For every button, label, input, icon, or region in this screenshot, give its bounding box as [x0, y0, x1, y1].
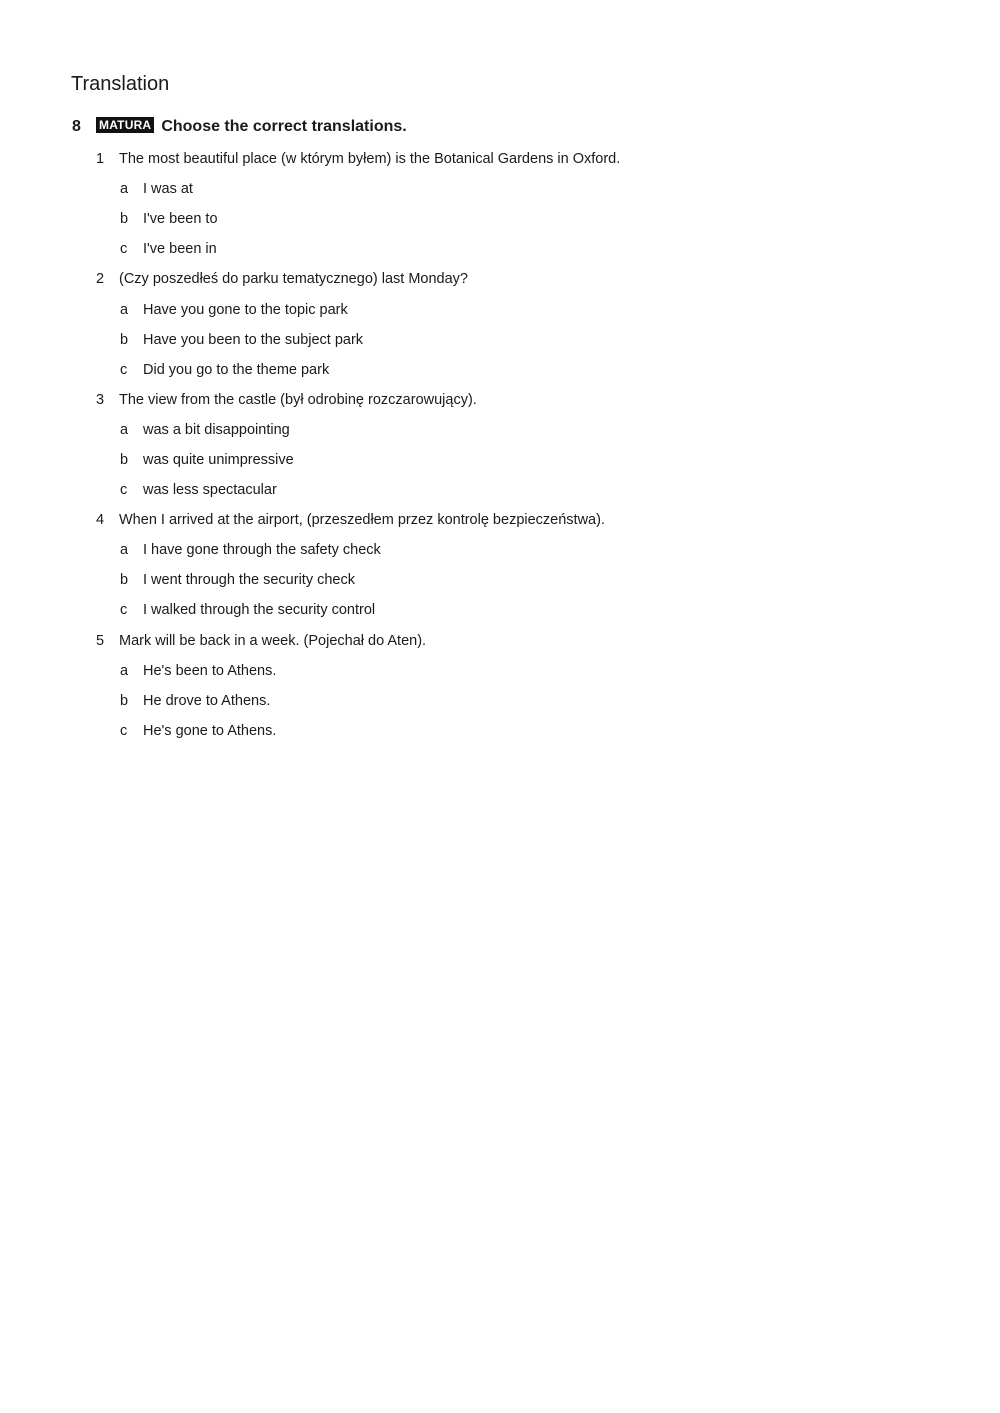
option-letter: b — [120, 331, 129, 348]
option-text: He drove to Athens. — [143, 692, 271, 709]
question-5 — [96, 626, 956, 656]
option-letter: c — [120, 722, 128, 739]
question-2-option-a[interactable] — [96, 294, 956, 324]
option-text: I've been to — [143, 211, 218, 228]
question-1-option-b[interactable] — [96, 204, 956, 234]
question-1-option-a[interactable] — [96, 174, 956, 204]
option-text: was quite unimpressive — [143, 451, 294, 468]
option-text: Have you been to the subject park — [143, 331, 364, 348]
question-text: The view from the castle (był odrobinę rozczarowujący). — [119, 391, 477, 408]
option-letter: a — [120, 181, 129, 198]
option-letter: a — [120, 542, 129, 559]
option-letter: c — [120, 482, 128, 499]
question-number: 5 — [96, 632, 105, 649]
question-number: 1 — [96, 151, 105, 168]
question-4-option-c[interactable] — [96, 595, 956, 625]
question-number: 3 — [96, 391, 105, 408]
question-text: When I arrived at the airport, (przeszedłem przez kontrolę bezpieczeństwa). — [119, 512, 605, 529]
option-letter: c — [120, 241, 128, 258]
question-text: (Czy poszedłeś do parku tematycznego) last Monday? — [119, 271, 468, 288]
option-text: I've been in — [143, 241, 217, 258]
option-text: He's gone to Athens. — [143, 722, 277, 739]
option-text: He's been to Athens. — [143, 662, 277, 679]
question-2 — [96, 264, 956, 294]
option-text: I have gone through the safety check — [143, 542, 381, 559]
question-4 — [96, 505, 956, 535]
option-letter: a — [120, 662, 129, 679]
section-title: Translation — [71, 73, 170, 95]
option-letter: a — [120, 301, 129, 318]
question-number: 2 — [96, 271, 105, 288]
question-2-option-c[interactable] — [96, 355, 956, 385]
question-5-option-a[interactable] — [96, 656, 956, 686]
option-letter: b — [120, 211, 129, 228]
option-letter: c — [120, 602, 128, 619]
option-text: Have you gone to the topic park — [143, 301, 348, 318]
option-text: I walked through the security control — [143, 602, 376, 619]
question-1 — [96, 144, 956, 174]
option-text: was less spectacular — [143, 482, 277, 499]
option-letter: a — [120, 421, 129, 438]
question-text: Mark will be back in a week. (Pojechał do Aten). — [119, 632, 427, 649]
question-3-option-c[interactable] — [96, 475, 956, 505]
option-text: I was at — [143, 181, 193, 198]
question-1-option-c[interactable] — [96, 234, 956, 264]
question-5-option-b[interactable] — [96, 686, 956, 716]
question-3 — [96, 385, 956, 415]
question-5-option-c[interactable] — [96, 716, 956, 746]
question-list — [96, 144, 956, 746]
option-letter: b — [120, 451, 129, 468]
question-4-option-b[interactable] — [96, 565, 956, 595]
question-text: The most beautiful place (w którym byłem) is the Botanical Gardens in Oxford. — [119, 151, 621, 168]
exercise-header — [72, 116, 407, 138]
option-text: Did you go to the theme park — [143, 361, 330, 378]
question-number: 4 — [96, 512, 105, 529]
option-text: I went through the security check — [143, 572, 355, 589]
question-2-option-b[interactable] — [96, 325, 956, 355]
option-letter: b — [120, 572, 129, 589]
question-3-option-b[interactable] — [96, 445, 956, 475]
option-text: was a bit disappointing — [143, 421, 290, 438]
question-3-option-a[interactable] — [96, 415, 956, 445]
option-letter: c — [120, 361, 128, 378]
exercise-instruction: Choose the correct translations. — [161, 118, 407, 135]
matura-badge: MATURA — [96, 117, 154, 133]
option-letter: b — [120, 692, 129, 709]
exercise-number: 8 — [72, 118, 81, 135]
question-4-option-a[interactable] — [96, 535, 956, 565]
